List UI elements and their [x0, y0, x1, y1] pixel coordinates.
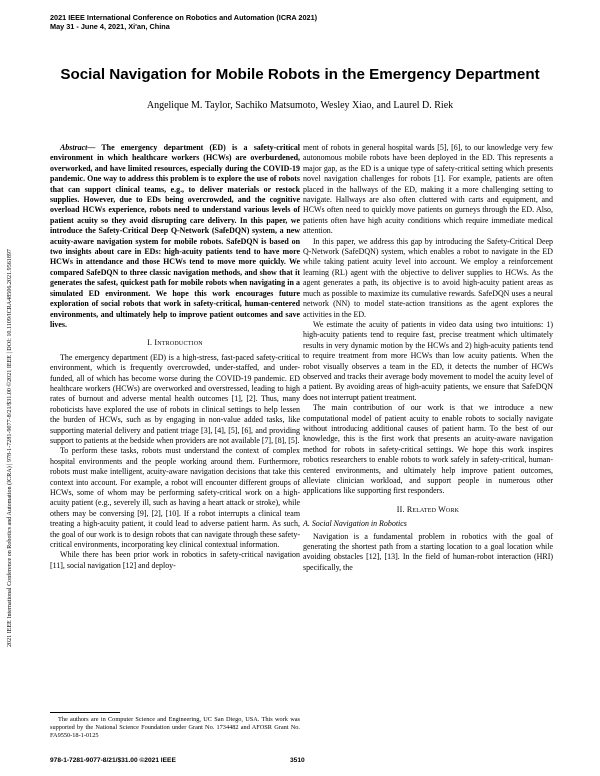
footnote-rule — [50, 712, 120, 713]
page-number: 3510 — [290, 757, 305, 764]
paragraph: We estimate the acuity of patients in video data using two intuitions: 1) high-acuity patients tend to require fast, precise treatment which ultimately results in very dynamic motion by the HCWs and 2) high-acuity patients tend to require treatment from more HCWs than low acuity patients. When the robot visually observes a team in the ED, it detects the number of HCWs observed and tracks their average body movement to model the acuity level of a patient. By avoiding areas of high-acuity patients, we ensure that SafeDQN does not interrupt patient treatment. — [303, 319, 553, 402]
subsection-heading-social-navigation: A. Social Navigation in Robotics — [303, 519, 407, 529]
paragraph: While there has been prior work in robotics in safety-critical navigation [11], social navigation [12] and deploy- — [50, 550, 300, 570]
paragraph: To perform these tasks, robots must understand the context of complex hospital environments and the people working around them. Furthermore, robots must make intelligent, acuity-aware navigation decisions that take this context into account. For example, a robot will encounter different groups of HCWs, some of whom may be performing safety-critical work on a high-acuity patient (e.g., severely ill, such as having a heart attack or stroke), while others may be conversing [9], [2], [10]. If a robot interrupts a clinical team treating a high-acuity patient, it could lead to adverse patient harm. As such, the goal of our work is to design robots that can navigate through these safety-critical environments, incorporating key clinical contextual information. — [50, 446, 300, 550]
doi-sidebar-text: 2021 IEEE International Conference on Robotics and Automation (ICRA) | 978-1-7281-9077-8/21/$31.00 ©2021 IEEE | DOI: 10.1109/ICRA48506.2021.9561897 — [7, 249, 13, 647]
conference-header — [50, 13, 570, 31]
paper-title: Social Navigation for Mobile Robots in the Emergency Department — [60, 66, 540, 83]
paragraph: The emergency department (ED) is a high-stress, fast-paced safety-critical environment, which is frequently overcrowded, under-staffed, and under-funded, all of which has become worse during the COVID-19 pandemic. ED healthcare workers (HCWs) are overworked and overstressed, leading to high rates of burnout and adverse mental health outcomes [1], [2]. Thus, many roboticists have explored the use of robots in clinical settings to help lessen the burden of HCWs, such as by engaging in non-value added tasks, like supporting material delivery and patient triage [3], [4], [5], [6], and providing support to patients at the bedside when providers are not available [7], [8], [5]. — [50, 352, 300, 445]
paragraph: ment of robots in general hospital wards [5], [6], to our knowledge very few autonomous mobile robots have been deployed in the ED. This represents a major gap, as the ED is a unique type of safety-critical setting which presents novel navigation challenges for robots [1]. For example, patients are often placed in the hallways of the ED, making it a more challenging setting to navigate. Hallways are also often cluttered with carts and equipment, and HCWs often need to quickly move patients on gurneys through the ED. Also, patients often have high acuity conditions which require immediate medical attention. — [303, 143, 553, 236]
conference-dates: May 31 - June 4, 2021, Xi'an, China — [50, 22, 170, 31]
abstract-label: Abstract — [60, 143, 88, 152]
abstract-text: — The emergency department (ED) is a safety-critical environment in which healthcare workers (HCWs) are overburdened, overworked, and have limited resources, especially during the COVID-19 pandemic. One way to address this problem is to explore the use of robots that can support clinical teams, e.g., to deliver materials or restock supplies. However, due to EDs being overcrowded, and the cognitive overload HCWs experience, robots need to understand various levels of patient acuity so they avoid disrupting care delivery. In this paper, we introduce the Safety-Critical Deep Q-Network (SafeDQN) system, a new acuity-aware navigation system for mobile robots. SafeDQN is based on two insights about care in EDs: high-acuity patients tend to have more HCWs in attendance and those HCWs tend to move more quickly. We compared SafeDQN to three classic navigation methods, and show that it generates the safest, quickest path for mobile robots when navigating in a simulated ED environment. We hope this work encourages future exploration of social robots that work in safety-critical, human-centered environments, and ultimately help to improve patient outcomes and save lives. — [50, 143, 300, 329]
paragraph: The main contribution of our work is that we introduce a new computational model of patient acuity to enable robots to socially navigate without introducing additional causes of patient harm. To the best of our knowledge, this is the first work that presents an acuity-aware navigation method for robots in safety-critical settings. We hope this work inspires robotics researchers to enable robots to work safely in safety-critical, human-centered environments, and ultimately help improve patient outcomes, alleviate clinician workload, and support people in numerous other applications like supporting first responders. — [303, 403, 553, 496]
section-heading-related-work: II. Related Work — [396, 504, 460, 514]
abstract — [50, 143, 300, 330]
right-column — [303, 143, 553, 573]
footnote — [50, 716, 300, 740]
conference-name: 2021 IEEE International Conference on Robotics and Automation (ICRA 2021) — [50, 13, 318, 22]
paper-authors: Angelique M. Taylor, Sachiko Matsumoto, Wesley Xiao, and Laurel D. Riek — [146, 100, 454, 111]
left-column — [50, 143, 300, 571]
footnote-text: The authors are in Computer Science and Engineering, UC San Diego, USA. This work was supported by the National Science Foundation under Grant No. 1734482 and AFOSR Grant No. FA9550-18-1-0125 — [50, 716, 300, 739]
isbn-line: 978-1-7281-9077-8/21/$31.00 ©2021 IEEE — [50, 757, 176, 764]
section-heading-introduction: I. Introduction — [147, 338, 203, 348]
paragraph: Navigation is a fundamental problem in robotics with the goal of generating the shortest path from a starting location to a goal location while avoiding obstacles [12], [13]. In the field of human-robot interaction (HRI) specifically, the — [303, 531, 553, 572]
doi-sidebar — [5, 127, 15, 647]
paragraph: In this paper, we address this gap by introducing the Safety-Critical Deep Q-Network (SafeDQN) system, which enables a robot to navigate in the ED while taking patient acuity level into account. We employ a reinforcement learning (RL) agent with the objective to deliver supplies to HCWs. As the agent generates a path, its objective is to avoid high-acuity patient areas as much as possible to maximize its cumulative rewards. SafeDQN uses a neural network (NN) to model state-action transitions as the agent explores the activities in the ED. — [303, 236, 553, 319]
